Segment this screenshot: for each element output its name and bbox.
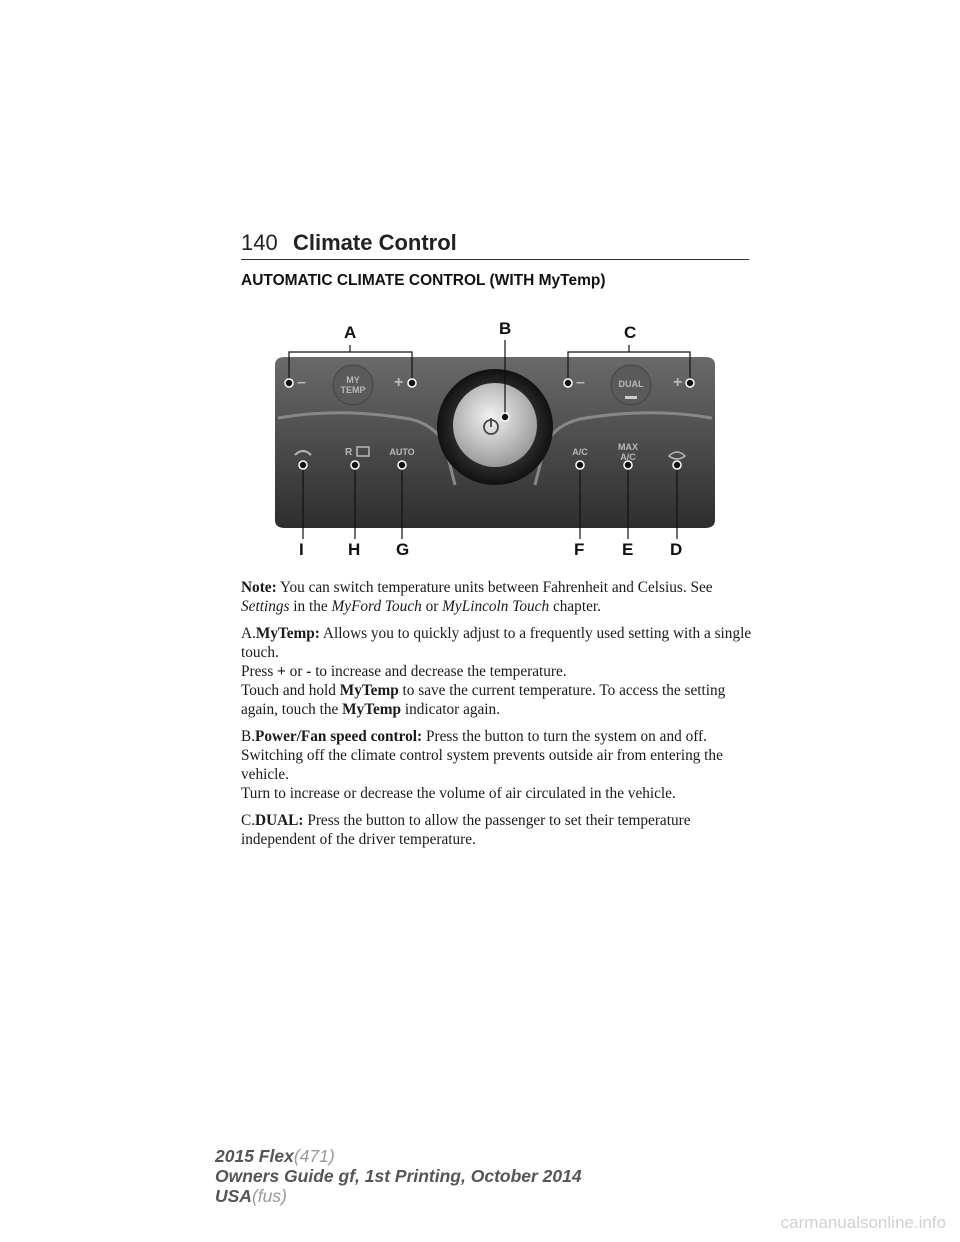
footer-model-code: (471) xyxy=(293,1146,335,1166)
callout-d: D xyxy=(670,540,683,559)
footer-guide: Owners Guide gf, 1st Printing, October 2014 xyxy=(215,1166,582,1186)
callout-dot-e xyxy=(624,461,632,469)
header-rule xyxy=(241,259,749,260)
item-a-minus: - xyxy=(306,663,312,680)
item-a-hold-3: indicator again. xyxy=(404,701,501,718)
footer-model: 2015 Flex xyxy=(215,1146,294,1166)
panel-plus-left: + xyxy=(394,374,404,391)
callout-dot-i xyxy=(299,461,307,469)
callout-g: G xyxy=(396,540,410,559)
note-text-2: in the xyxy=(293,598,328,615)
note-text-3: or xyxy=(425,598,439,615)
panel-minus-left: – xyxy=(297,374,306,391)
item-c-text: Press the button to allow the passenger to set their temperature independent of the driver temperature. xyxy=(241,812,691,848)
note-ref-mylincoln: MyLincoln Touch xyxy=(442,598,550,615)
callout-dot-b xyxy=(501,413,509,421)
callout-dot-h xyxy=(351,461,359,469)
climate-panel-illustration xyxy=(270,315,720,560)
page-header xyxy=(241,230,749,262)
footer-market-code: (fus) xyxy=(251,1186,287,1206)
item-b-text-2: Turn to increase or decrease the volume of air circulated in the vehicle. xyxy=(241,785,676,802)
note-label: Note: xyxy=(241,579,277,596)
my-temp-label-2: TEMP xyxy=(340,385,366,395)
page-footer xyxy=(215,1146,582,1206)
item-a-press-1: Press xyxy=(241,663,274,680)
chapter-title: Climate Control xyxy=(293,230,457,255)
callout-dot-d xyxy=(673,461,681,469)
footer-line-2 xyxy=(215,1166,582,1186)
item-a-hold-2: to save the current temperature. To access the setting again, touch the xyxy=(241,682,726,718)
ac-label: A/C xyxy=(572,447,588,457)
body-text xyxy=(241,578,753,857)
panel-minus-right: – xyxy=(576,374,585,391)
item-c-term: DUAL: xyxy=(255,812,304,829)
item-c-prefix: C. xyxy=(241,812,256,829)
footer-market: USA xyxy=(215,1186,252,1206)
callout-dot-g xyxy=(398,461,406,469)
item-a-or: or xyxy=(289,663,303,680)
item-b-paragraph xyxy=(241,727,753,803)
note-ref-myford: MyFord Touch xyxy=(331,598,422,615)
callout-f: F xyxy=(574,540,585,559)
note-text-1: You can switch temperature units between Fahrenheit and Celsius. See xyxy=(279,579,713,596)
callout-dot-c-minus xyxy=(564,379,572,387)
auto-label: AUTO xyxy=(389,447,415,457)
callout-b: B xyxy=(499,319,512,338)
item-a-hold-1: Touch and hold xyxy=(241,682,336,699)
footer-line-1 xyxy=(215,1146,582,1166)
item-a-term: MyTemp: xyxy=(255,625,320,642)
max-ac-label-2: A/C xyxy=(620,452,636,462)
footer-line-3 xyxy=(215,1186,582,1206)
panel-plus-right: + xyxy=(673,374,683,391)
callout-i: I xyxy=(299,540,304,559)
item-a-hold-term-2: MyTemp xyxy=(342,701,402,718)
item-b-text: Press the button to turn the system on and off. Switching off the climate control system prevents outside air from entering the vehicle. xyxy=(241,728,723,783)
climate-control-panel-figure xyxy=(270,315,720,560)
item-a-press-2: to increase and decrease the temperature. xyxy=(315,663,567,680)
item-a-hold-term: MyTemp xyxy=(339,682,399,699)
item-b-prefix: B. xyxy=(241,728,256,745)
callout-dot-a-minus xyxy=(285,379,293,387)
fan-knob xyxy=(453,383,537,467)
item-b-term: Power/Fan speed control: xyxy=(255,728,423,745)
item-a-text: Allows you to quickly adjust to a frequently used setting with a single touch. xyxy=(241,625,752,661)
note-ref-settings: Settings xyxy=(241,598,290,615)
watermark: carmanualsonline.info xyxy=(780,1213,946,1232)
section-title: AUTOMATIC CLIMATE CONTROL (WITH MyTemp) xyxy=(241,272,606,289)
callout-c: C xyxy=(624,323,637,342)
page-number: 140 xyxy=(241,230,278,255)
callout-dot-c-plus xyxy=(686,379,694,387)
item-a-paragraph xyxy=(241,624,753,719)
item-a-plus: + xyxy=(277,663,286,680)
max-ac-label-1: MAX xyxy=(618,442,638,452)
recirc-label: R xyxy=(345,447,353,458)
callout-dot-f xyxy=(576,461,584,469)
callout-dot-a-plus xyxy=(408,379,416,387)
dual-label: DUAL xyxy=(618,379,644,389)
item-a-prefix: A. xyxy=(241,625,256,642)
note-paragraph xyxy=(241,578,753,616)
dual-indicator xyxy=(625,396,637,399)
item-c-paragraph xyxy=(241,811,753,849)
callout-a: A xyxy=(344,323,357,342)
callout-h: H xyxy=(348,540,361,559)
callout-e: E xyxy=(622,540,634,559)
note-text-4: chapter. xyxy=(552,598,601,615)
my-temp-label-1: MY xyxy=(346,375,360,385)
